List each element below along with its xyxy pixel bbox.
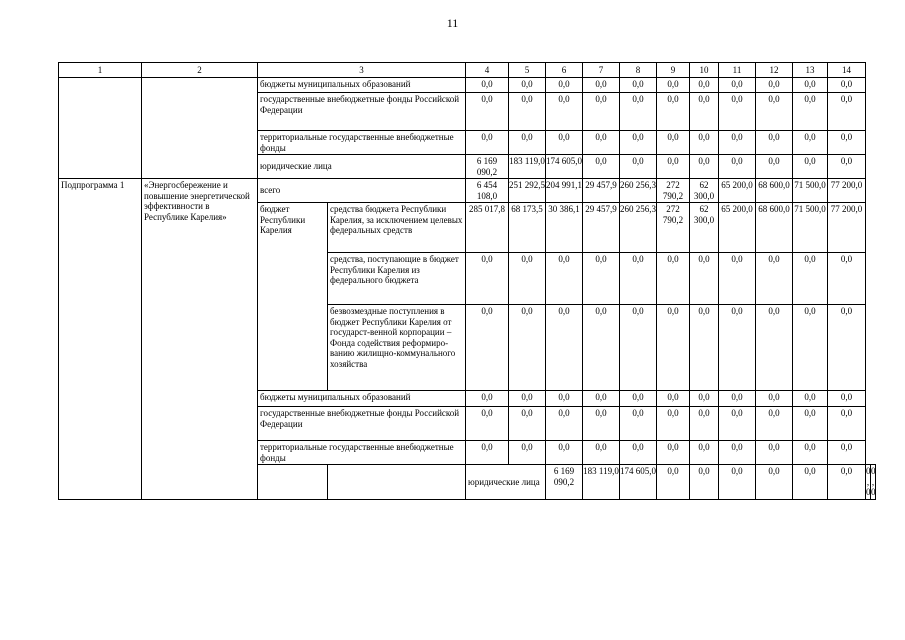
table-cell: 0,0 bbox=[719, 441, 756, 465]
table-cell: 0,0 bbox=[466, 253, 509, 305]
table-cell: 68 173,5 bbox=[509, 203, 546, 253]
table-cell: 0,0 bbox=[546, 441, 583, 465]
table-cell: 0,0 bbox=[466, 93, 509, 131]
table-cell: 0,0 bbox=[546, 407, 583, 441]
table-cell: 0,0 bbox=[828, 78, 866, 93]
row-label: юридические лица bbox=[466, 465, 546, 500]
table-cell: 0,0 bbox=[509, 407, 546, 441]
column-header: 14 bbox=[828, 63, 866, 78]
table-cell: 0,0 bbox=[657, 93, 690, 131]
table-cell: 0,0 bbox=[690, 155, 719, 179]
column-header: 3 bbox=[258, 63, 466, 78]
table-cell: 0,0 bbox=[756, 78, 793, 93]
table-row bbox=[59, 78, 876, 93]
table-cell: 0,0 bbox=[509, 391, 546, 407]
table-cell: 0,0 bbox=[620, 391, 657, 407]
table-cell: 0,0 bbox=[719, 78, 756, 93]
table-cell: 0,0 bbox=[828, 305, 866, 391]
table-cell: 30 386,1 bbox=[546, 203, 583, 253]
table-cell: 0,0 bbox=[509, 253, 546, 305]
table-cell: 6 454 108,0 bbox=[466, 179, 509, 203]
table-cell: 0,0 bbox=[793, 465, 828, 500]
column-header: 2 bbox=[142, 63, 258, 78]
empty-cell bbox=[142, 78, 258, 179]
table-cell: 0,0 bbox=[466, 305, 509, 391]
table-cell: 0,0 bbox=[871, 466, 876, 497]
table-cell: 0,0 bbox=[756, 131, 793, 155]
table-cell: 0,0 bbox=[756, 93, 793, 131]
table-cell: 0,0 bbox=[690, 441, 719, 465]
table-cell: 0,0 bbox=[828, 131, 866, 155]
table-cell: 174 605,0 bbox=[546, 155, 583, 179]
table-cell: 0,0 bbox=[756, 441, 793, 465]
table-cell: 0,0 bbox=[657, 131, 690, 155]
table-cell: 285 017,8 bbox=[466, 203, 509, 253]
table-cell: 0,0 bbox=[546, 253, 583, 305]
table-cell: 0,0 bbox=[828, 407, 866, 441]
table-cell: 0,0 bbox=[828, 465, 866, 500]
table-cell: 0,0 bbox=[690, 407, 719, 441]
table-cell: 0,0 bbox=[690, 391, 719, 407]
column-header: 4 bbox=[466, 63, 509, 78]
row-label: средства, поступающие в бюджет Республики Карелия из федерального бюджета bbox=[328, 253, 466, 305]
row-label: территориальные государственные внебюджетные фонды bbox=[258, 441, 466, 465]
table-cell: 0,0 bbox=[719, 93, 756, 131]
table-row bbox=[59, 179, 876, 203]
table-cell: 0,0 bbox=[620, 131, 657, 155]
empty-cell bbox=[59, 78, 142, 179]
table-cell: 0,0 bbox=[546, 391, 583, 407]
table-cell: 65 200,0 bbox=[719, 179, 756, 203]
table-cell: 0,0 bbox=[620, 78, 657, 93]
table-cell: 77 200,0 bbox=[828, 203, 866, 253]
table-cell: 260 256,3 bbox=[620, 179, 657, 203]
table-cell: 6 169 090,2 bbox=[546, 465, 583, 500]
table-cell: 0,0 bbox=[509, 305, 546, 391]
table-cell: 0,0 bbox=[657, 155, 690, 179]
table-cell: 204 991,1 bbox=[546, 179, 583, 203]
table-cell: 0,0 bbox=[657, 78, 690, 93]
table-cell: 0,0 bbox=[583, 253, 620, 305]
table-cell: 0,0 bbox=[828, 93, 866, 131]
column-header: 1 bbox=[59, 63, 142, 78]
table-cell: 0,0 bbox=[690, 465, 719, 500]
column-header: 11 bbox=[719, 63, 756, 78]
table-cell: 0,0 bbox=[583, 441, 620, 465]
table-cell: 68 600,0 bbox=[756, 203, 793, 253]
row-label: государственные внебюджетные фонды Российской Федерации bbox=[258, 93, 466, 131]
column-header: 7 bbox=[583, 63, 620, 78]
table-cell: 0,0 bbox=[793, 253, 828, 305]
table-cell: 0,0 bbox=[690, 253, 719, 305]
table-cell: 0,0 bbox=[719, 155, 756, 179]
row-label: всего bbox=[258, 179, 466, 203]
row-label: средства бюджета Республики Карелия, за исключением целевых федеральных средств bbox=[328, 203, 466, 253]
table-cell: 0,0 bbox=[719, 391, 756, 407]
table-cell: 0,0 bbox=[719, 253, 756, 305]
table-cell: 0,0 bbox=[546, 78, 583, 93]
table-cell: 0,0 bbox=[620, 253, 657, 305]
table-cell: 68 600,0 bbox=[756, 179, 793, 203]
table-cell: 0,0 bbox=[793, 441, 828, 465]
table-cell: 0,0 bbox=[657, 305, 690, 391]
row-group-label: бюджет Республики Карелия bbox=[258, 203, 328, 391]
table-cell: 0,0 bbox=[793, 155, 828, 179]
budget-table bbox=[58, 62, 876, 500]
table-cell: 0,0 bbox=[756, 253, 793, 305]
subprogram-code: Подпрограмма 1 bbox=[59, 179, 142, 500]
table-cell: 0,0 bbox=[690, 78, 719, 93]
table-cell: 29 457,9 bbox=[583, 179, 620, 203]
table-cell: 0,0 bbox=[756, 407, 793, 441]
table-cell: 0,0 bbox=[828, 441, 866, 465]
column-header: 6 bbox=[546, 63, 583, 78]
table-cell: 0,0 bbox=[793, 131, 828, 155]
row-label: бюджеты муниципальных образований bbox=[258, 391, 466, 407]
table-cell: 183 119,0 bbox=[509, 155, 546, 179]
table-cell: 0,0 bbox=[657, 465, 690, 500]
table-cell: 0,0 bbox=[690, 305, 719, 391]
table-cell: 0,0 bbox=[793, 407, 828, 441]
table-cell: 0,0 bbox=[793, 305, 828, 391]
table-cell: 0,0 bbox=[583, 155, 620, 179]
column-header: 8 bbox=[620, 63, 657, 78]
table-cell: 183 119,0 bbox=[583, 465, 620, 500]
table-cell: 174 605,0 bbox=[620, 465, 657, 500]
subprogram-name: «Энергосбережение и повышение энергетической эффективности в Республике Карелия» bbox=[142, 179, 258, 500]
table-cell: 29 457,9 bbox=[583, 203, 620, 253]
column-header: 12 bbox=[756, 63, 793, 78]
table-cell: 0,0 bbox=[657, 407, 690, 441]
table-cell: 0,0 bbox=[756, 305, 793, 391]
table-cell: 71 500,0 bbox=[793, 203, 828, 253]
empty-cell bbox=[328, 465, 466, 500]
table-cell: 0,0 bbox=[583, 78, 620, 93]
table-cell: 0,0 bbox=[657, 391, 690, 407]
table-cell: 0,0 bbox=[583, 407, 620, 441]
table-cell: 6 169 090,2 bbox=[466, 155, 509, 179]
column-header: 10 bbox=[690, 63, 719, 78]
column-header: 13 bbox=[793, 63, 828, 78]
table-cell: 0,0 bbox=[620, 305, 657, 391]
table-cell: 0,0 bbox=[828, 253, 866, 305]
table-cell: 0,0 bbox=[583, 391, 620, 407]
table-cell: 0,0 bbox=[793, 78, 828, 93]
table-cell: 0,0 bbox=[756, 155, 793, 179]
table-cell: 260 256,3 bbox=[620, 203, 657, 253]
header-row bbox=[59, 63, 876, 78]
table-cell: 0,0 bbox=[466, 391, 509, 407]
table-cell: 0,0 bbox=[546, 93, 583, 131]
row-label: юридические лица bbox=[258, 155, 466, 179]
table-cell: 272 790,2 bbox=[657, 179, 690, 203]
table-cell: 0,0 bbox=[583, 93, 620, 131]
table-cell: 62 300,0 bbox=[690, 203, 719, 253]
table-cell: 0,0 bbox=[620, 155, 657, 179]
table-cell: 0,0 bbox=[719, 305, 756, 391]
table-cell: 0,0 bbox=[466, 78, 509, 93]
table-cell: 0,0 bbox=[828, 155, 866, 179]
table-cell: 71 500,0 bbox=[793, 179, 828, 203]
table-cell: 0,0 bbox=[690, 93, 719, 131]
table-cell: 0,0 bbox=[719, 465, 756, 500]
table-cell: 65 200,0 bbox=[719, 203, 756, 253]
row-label: безвозмездные поступления в бюджет Республики Карелия от государст-венной корпорации – Фонда содействия реформиро-ванию жилищно-коммунального хозяйства bbox=[328, 305, 466, 391]
table-cell: 251 292,5 bbox=[509, 179, 546, 203]
table-cell: 0,0 bbox=[509, 131, 546, 155]
table-cell: 0,0 bbox=[793, 93, 828, 131]
table-cell: 0,0 bbox=[509, 93, 546, 131]
table-cell: 0,0 bbox=[546, 131, 583, 155]
table-cell: 0,0 bbox=[657, 253, 690, 305]
table-cell: 0,0 bbox=[583, 305, 620, 391]
table-cell: 272 790,2 bbox=[657, 203, 690, 253]
table-cell: 0,0 bbox=[509, 441, 546, 465]
table-cell: 0,0 bbox=[620, 93, 657, 131]
page-number: 11 bbox=[446, 16, 459, 30]
row-label: бюджеты муниципальных образований bbox=[258, 78, 466, 93]
table-cell: 0,0 bbox=[866, 466, 871, 497]
table-cell: 0,0 bbox=[719, 131, 756, 155]
table-cell: 0,0 bbox=[756, 391, 793, 407]
table-cell: 0,0 bbox=[620, 407, 657, 441]
table-cell: 0,0 bbox=[509, 78, 546, 93]
table-cell: 0,0 bbox=[583, 131, 620, 155]
table-cell: 0,0 bbox=[657, 441, 690, 465]
table-cell: 0,0 bbox=[466, 407, 509, 441]
column-header: 5 bbox=[509, 63, 546, 78]
empty-cell bbox=[258, 465, 328, 500]
table-cell: 0,0 bbox=[793, 391, 828, 407]
table-cell: 0,0 bbox=[466, 131, 509, 155]
table-cell: 0,0 bbox=[690, 131, 719, 155]
table-cell: 0,0 bbox=[546, 305, 583, 391]
row-label: государственные внебюджетные фонды Российской Федерации bbox=[258, 407, 466, 441]
table-cell: 0,0 bbox=[719, 407, 756, 441]
table-cell: 0,0 bbox=[756, 465, 793, 500]
column-header: 9 bbox=[657, 63, 690, 78]
table-cell: 0,0 bbox=[466, 441, 509, 465]
table-cell: 62 300,0 bbox=[690, 179, 719, 203]
row-label: территориальные государственные внебюджетные фонды bbox=[258, 131, 466, 155]
table-cell: 0,0 bbox=[620, 441, 657, 465]
table-cell: 0,0 bbox=[828, 391, 866, 407]
table-cell: 77 200,0 bbox=[828, 179, 866, 203]
